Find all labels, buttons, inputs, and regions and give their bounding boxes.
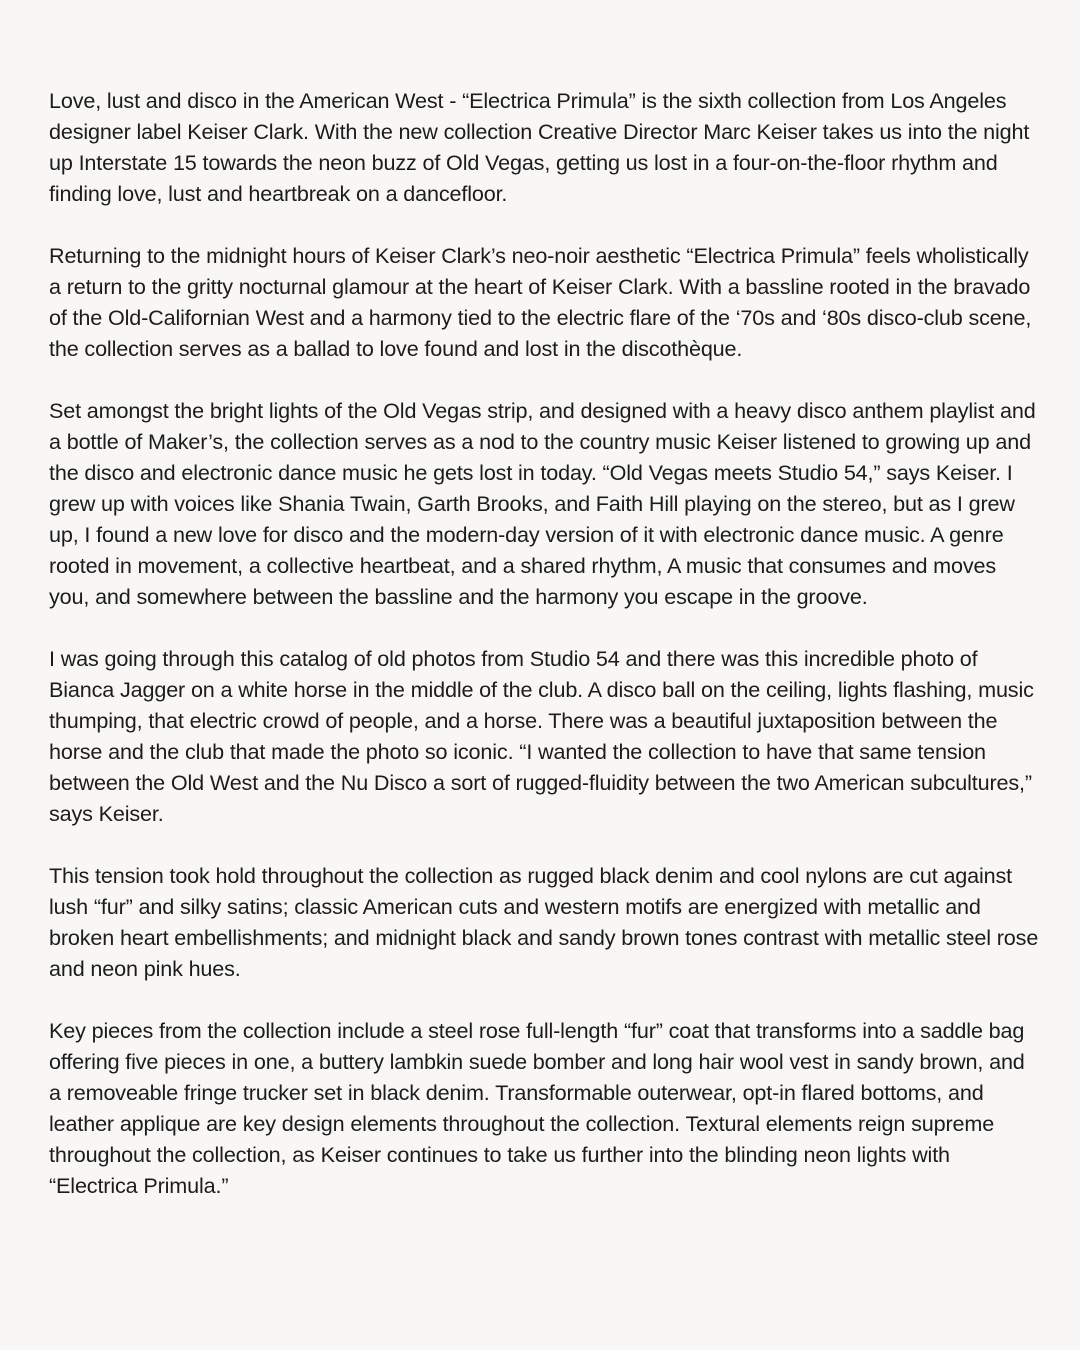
article-body	[49, 85, 1039, 1201]
paragraph-old-vegas: Set amongst the bright lights of the Old Vegas strip, and designed with a heavy disco anthem playlist and a bottle of Maker’s, the collection serves as a nod to the country music Keiser listened to growing up and the disco and electronic dance music he gets lost in today. “Old Vegas meets Studio 54,” says Keiser. I grew up with voices like Shania Twain, Garth Brooks, and Faith Hill playing on the stereo, but as I grew up, I found a new love for disco and the modern-day version of it with electronic dance music. A genre rooted in movement, a collective heartbeat, and a shared rhythm, A music that consumes and moves you, and somewhere between the bassline and the harmony you escape in the groove.	[49, 398, 1036, 609]
paragraph-key-pieces: Key pieces from the collection include a steel rose full-length “fur” coat that transforms into a saddle bag offering five pieces in one, a buttery lambkin suede bomber and long hair wool vest in sandy brown, and a removeable fringe trucker set in black denim. Transformable outerwear, opt-in flared bottoms, and leather applique are key design elements throughout the collection. Textural elements reign supreme throughout the collection, as Keiser continues to take us further into the blinding neon lights with “Electrica Primula.”	[49, 1018, 1025, 1198]
paragraph-intro: Love, lust and disco in the American West - “Electrica Primula” is the sixth collection from Los Angeles designer label Keiser Clark. With the new collection Creative Director Marc Keiser takes us into the night up Interstate 15 towards the neon buzz of Old Vegas, getting us lost in a four-on-the-floor rhythm and finding love, lust and heartbreak on a dancefloor.	[49, 88, 1030, 206]
paragraph-neo-noir: Returning to the midnight hours of Keiser Clark’s neo-noir aesthetic “Electrica Primula” feels wholistically a return to the gritty nocturnal glamour at the heart of Keiser Clark. With a bassline rooted in the bravado of the Old-Californian West and a harmony tied to the electric flare of the ‘70s and ‘80s disco-club scene, the collection serves as a ballad to love found and lost in the discothèque.	[49, 243, 1032, 361]
paragraph-tension: This tension took hold throughout the collection as rugged black denim and cool nylons are cut against lush “fur” and silky satins; classic American cuts and western motifs are energized with metallic and broken heart embellishments; and midnight black and sandy brown tones contrast with metallic steel rose and neon pink hues.	[49, 863, 1039, 981]
paragraph-studio-54: I was going through this catalog of old photos from Studio 54 and there was this incredible photo of Bianca Jagger on a white horse in the middle of the club. A disco ball on the ceiling, lights flashing, music thumping, that electric crowd of people, and a horse. There was a beautiful juxtaposition between the horse and the club that made the photo so iconic. “I wanted the collection to have that same tension between the Old West and the Nu Disco a sort of rugged-fluidity between the two American subcultures,” says Keiser.	[49, 646, 1034, 826]
